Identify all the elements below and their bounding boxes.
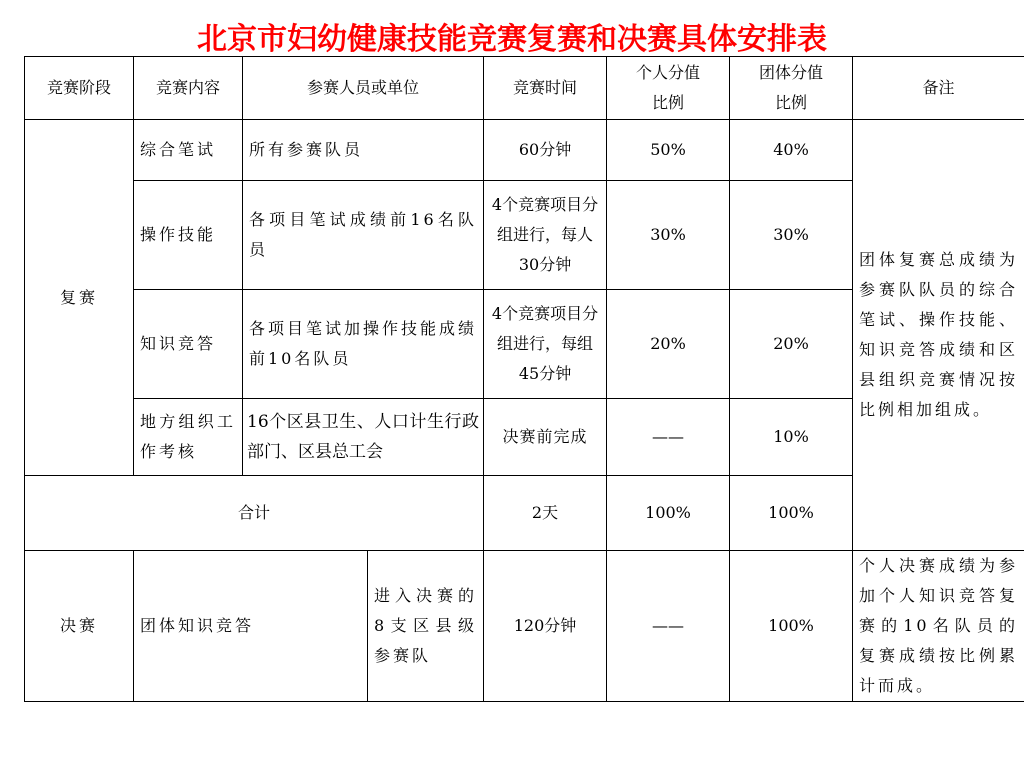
header-individual-line1: 个人分值 xyxy=(636,63,701,82)
header-notes: 备注 xyxy=(853,57,1024,120)
semifinal-participants: 16个区县卫生、人口计生行政部门、区县总工会 xyxy=(243,399,484,476)
semifinal-participants: 各项目笔试成绩前16名队员 xyxy=(243,181,484,290)
semifinal-team: 40% xyxy=(730,120,853,181)
final-stage: 决赛 xyxy=(25,551,134,702)
header-time: 竞赛时间 xyxy=(484,57,607,120)
final-participants: 进入决赛的8支区县级参赛队 xyxy=(368,551,484,702)
final-individual: —— xyxy=(607,551,730,702)
final-team: 100% xyxy=(730,551,853,702)
semifinal-time: 决赛前完成 xyxy=(484,399,607,476)
semifinal-individual: 30% xyxy=(607,181,730,290)
semifinal-participants: 所有参赛队员 xyxy=(243,120,484,181)
semifinal-time: 60分钟 xyxy=(484,120,607,181)
semifinal-content: 知识竞答 xyxy=(134,290,243,399)
final-note: 个人决赛成绩为参加个人知识竞答复赛的10名队员的复赛成绩按比例累计而成。 xyxy=(853,551,1024,702)
semifinal-individual: —— xyxy=(607,399,730,476)
total-individual: 100% xyxy=(607,476,730,551)
semifinal-content: 地方组织工作考核 xyxy=(134,399,243,476)
total-label: 合计 xyxy=(25,476,484,551)
semifinal-participants: 各项目笔试加操作技能成绩前10名队员 xyxy=(243,290,484,399)
semifinal-individual: 50% xyxy=(607,120,730,181)
header-stage: 竞赛阶段 xyxy=(25,57,134,120)
header-team xyxy=(730,57,853,120)
semifinal-time: 4个竞赛项目分组进行，每组45分钟 xyxy=(484,290,607,399)
final-time: 120分钟 xyxy=(484,551,607,702)
header-individual xyxy=(607,57,730,120)
semifinal-note: 团体复赛总成绩为参赛队队员的综合笔试、操作技能、知识竞答成绩和区县组织竞赛情况按比例相加组成。 xyxy=(853,120,1024,551)
header-team-line2: 比例 xyxy=(775,93,808,112)
semifinal-content: 操作技能 xyxy=(134,181,243,290)
schedule-table xyxy=(24,56,1024,702)
header-row xyxy=(25,57,1024,120)
semifinal-stage: 复赛 xyxy=(25,120,134,476)
header-individual-line2: 比例 xyxy=(652,93,685,112)
semifinal-content: 综合笔试 xyxy=(134,120,243,181)
semifinal-team: 10% xyxy=(730,399,853,476)
total-team: 100% xyxy=(730,476,853,551)
header-participants: 参赛人员或单位 xyxy=(243,57,484,120)
table-row xyxy=(25,120,1024,181)
total-time: 2天 xyxy=(484,476,607,551)
header-content: 竞赛内容 xyxy=(134,57,243,120)
semifinal-individual: 20% xyxy=(607,290,730,399)
final-row xyxy=(25,551,1024,702)
semifinal-time: 4个竞赛项目分组进行，每人30分钟 xyxy=(484,181,607,290)
page-title: 北京市妇幼健康技能竞赛复赛和决赛具体安排表 xyxy=(197,22,827,57)
header-team-line1: 团体分值 xyxy=(759,63,824,82)
final-content: 团体知识竞答 xyxy=(134,551,368,702)
semifinal-team: 20% xyxy=(730,290,853,399)
semifinal-team: 30% xyxy=(730,181,853,290)
